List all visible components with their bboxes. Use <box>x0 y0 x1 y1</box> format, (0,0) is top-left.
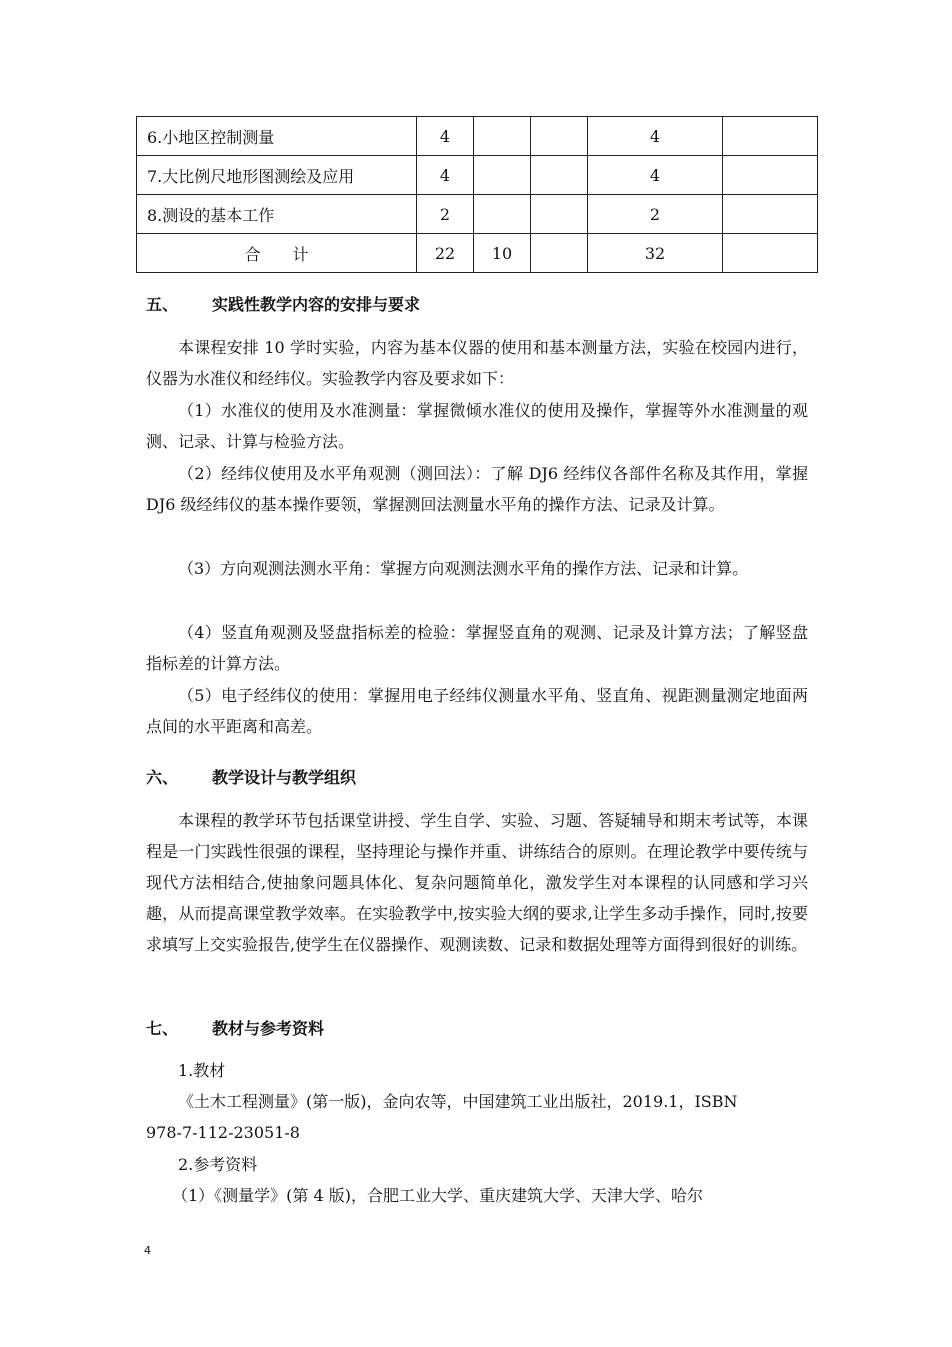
table-cell <box>531 234 588 273</box>
section-title: 教材与参考资料 <box>212 1019 325 1038</box>
table-cell: 4 <box>417 156 474 195</box>
section-title: 教学设计与教学组织 <box>212 768 357 787</box>
section6-body: 本课程的教学环节包括课堂讲授、学生自学、实验、习题、答疑辅导和期末考试等，本课程是一门实践性很强的课程，坚持理论与操作并重、讲练结合的原则。在理论教学中要传统与现代方法相结合,使抽象问题具体化、复杂问题简单化，激发学生对本课程的认同感和学习兴趣，从而提高课堂教学效率。在实验教学中,按实验大纲的要求,让学生多动手操作，同时,按要求填写上交实验报告,使学生在仪器操作、观测读数、记录和数据处理等方面得到很好的训练。 <box>146 811 808 954</box>
table-cell: 4 <box>417 117 474 156</box>
section5-intro: 本课程安排 10 学时实验，内容为基本仪器的使用和基本测量方法，实验在校园内进行，仪器为水准仪和经纬仪。实验教学内容及要求如下： <box>146 338 808 388</box>
table-row <box>137 117 818 156</box>
textbook-line-1: 《土木工程测量》(第一版)，金向农等，中国建筑工业出版社，2019.1，ISBN <box>178 1092 738 1111</box>
table-cell-item: 8.测设的基本工作 <box>137 195 417 234</box>
section-number: 七、 <box>146 1019 179 1038</box>
table-cell <box>474 195 531 234</box>
section-number: 五、 <box>146 295 179 314</box>
table-cell-total-label: 合 计 <box>137 234 417 273</box>
references-label: 2.参考资料 <box>178 1155 258 1174</box>
section7-heading <box>146 1016 324 1039</box>
textbook-line-2: 978-7-112-23051-8 <box>146 1123 300 1142</box>
table-cell <box>723 156 818 195</box>
table-cell: 22 <box>417 234 474 273</box>
textbook-label: 1.教材 <box>178 1061 226 1080</box>
section5-item-4: （4）竖直角观测及竖盘指标差的检验：掌握竖直角的观测、记录及计算方法；了解竖盘指标差的计算方法。 <box>146 623 808 673</box>
section5-item-2: （2）经纬仪使用及水平角观测（测回法）：了解 DJ6 经纬仪各部件名称及其作用，掌握 DJ6 级经纬仪的基本操作要领，掌握测回法测量水平角的操作方法、记录及计算。 <box>146 464 808 514</box>
table-cell: 10 <box>474 234 531 273</box>
table-cell <box>531 156 588 195</box>
table-cell <box>531 195 588 234</box>
table-row <box>137 195 818 234</box>
table-cell: 4 <box>588 117 723 156</box>
table-cell: 2 <box>417 195 474 234</box>
section6-heading <box>146 765 356 788</box>
page-number: 4 <box>144 1244 151 1257</box>
table-cell <box>531 117 588 156</box>
section-title: 实践性教学内容的安排与要求 <box>212 295 421 314</box>
table-cell-item: 7.大比例尺地形图测绘及应用 <box>137 156 417 195</box>
section5-item-1: （1）水准仪的使用及水准测量：掌握微倾水准仪的使用及操作，掌握等外水准测量的观测、记录、计算与检验方法。 <box>146 401 808 451</box>
section5-heading <box>146 292 420 315</box>
table-cell <box>474 117 531 156</box>
table-cell <box>723 195 818 234</box>
reference-1: （1）《测量学》(第 4 版)，合肥工业大学、重庆建筑大学、天津大学、哈尔 <box>172 1186 704 1205</box>
table-total-row <box>137 234 818 273</box>
table-cell <box>723 117 818 156</box>
section5-item-3: （3）方向观测法测水平角：掌握方向观测法测水平角的操作方法、记录和计算。 <box>178 559 749 578</box>
section-number: 六、 <box>146 768 179 787</box>
table-cell: 4 <box>588 156 723 195</box>
table-cell <box>723 234 818 273</box>
table-row <box>137 156 818 195</box>
table-cell-item: 6.小地区控制测量 <box>137 117 417 156</box>
section5-item-5: （5）电子经纬仪的使用：掌握用电子经纬仪测量水平角、竖直角、视距测量测定地面两点间的水平距离和高差。 <box>146 686 808 736</box>
table-cell: 2 <box>588 195 723 234</box>
table-cell <box>474 156 531 195</box>
table-cell: 32 <box>588 234 723 273</box>
hours-table <box>136 116 818 273</box>
